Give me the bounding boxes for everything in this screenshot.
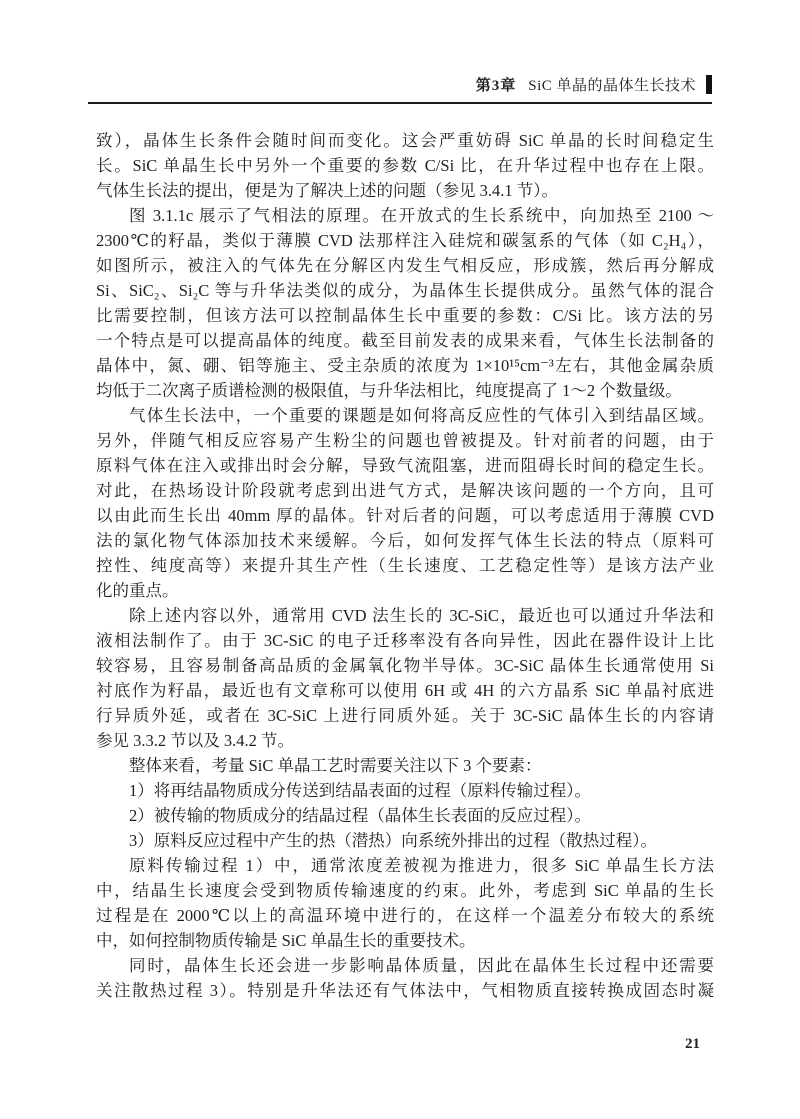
text-line: 行异质外延，或者在 3C-SiC 上进行同质外延。关于 3C-SiC 晶体生长的内容请	[96, 706, 714, 725]
text-line: 衬底作为籽晶，最近也有文章称可以使用 6H 或 4H 的六方晶系 SiC 单晶衬底进	[96, 681, 714, 700]
text-line: 图 3.1.1c 展示了气相法的原理。在开放式的生长系统中，向加热至 2100 ～	[129, 206, 714, 225]
text-line: 2）被传输的物质成分的结晶过程（晶体生长表面的反应过程）。	[129, 806, 591, 825]
text-line: 气体生长法的提出，便是为了解决上述的问题（参见 3.4.1 节）。	[96, 181, 558, 200]
paragraph	[96, 803, 714, 828]
paragraph	[96, 203, 714, 403]
text-line: 同时，晶体生长还会进一步影响晶体质量，因此在晶体生长过程中还需要	[129, 956, 714, 975]
text-line: 1）将再结晶物质成分传送到结晶表面的过程（原料传输过程）。	[129, 781, 591, 800]
text-line: 比需要控制，但该方法可以控制晶体生长中重要的参数：C/Si 比。该方法的另	[96, 306, 714, 325]
text-line: 化的重点。	[96, 581, 179, 600]
page-number: 21	[685, 1036, 700, 1052]
paragraph	[96, 128, 714, 203]
paragraph	[96, 778, 714, 803]
paragraph	[96, 953, 714, 1003]
paragraph	[96, 828, 714, 853]
text-line: 中，结晶生长速度会受到物质传输速度的约束。此外，考虑到 SiC 单晶的生长	[96, 881, 714, 900]
text-line: 2300℃的籽晶，类似于薄膜 CVD 法那样注入硅烷和碳氢系的气体（如 C₂H₄），	[96, 231, 714, 250]
text-line: 除上述内容以外，通常用 CVD 法生长的 3C-SiC，最近也可以通过升华法和	[129, 606, 714, 625]
text-line: 液相法制作了。由于 3C-SiC 的电子迁移率没有各向异性，因此在器件设计上比	[96, 631, 714, 650]
text-line: 致），晶体生长条件会随时间而变化。这会严重妨碍 SiC 单晶的长时间稳定生	[96, 131, 714, 150]
text-line: 对此，在热场设计阶段就考虑到出进气方式，是解决该问题的一个方向，且可	[96, 481, 714, 500]
text-line: 以由此而生长出 40mm 厚的晶体。针对后者的问题，可以考虑适用于薄膜 CVD	[96, 506, 714, 525]
body-text	[96, 128, 714, 1003]
text-line: 长。SiC 单晶生长中另外一个重要的参数 C/Si 比，在升华过程中也存在上限。	[96, 156, 714, 175]
text-line: Si、SiC₂、Si₂C 等与升华法类似的成分，为晶体生长提供成分。虽然气体的混合	[96, 281, 714, 300]
text-line: 另外，伴随气相反应容易产生粉尘的问题也曾被提及。针对前者的问题，由于	[96, 431, 714, 450]
text-line: 法的氯化物气体添加技术来缓解。今后，如何发挥气体生长法的特点（原料可	[96, 531, 714, 550]
text-line: 关注散热过程 3）。特别是升华法还有气体法中，气相物质直接转换成固态时凝	[96, 981, 714, 1000]
paragraph	[96, 853, 714, 953]
text-line: 整体来看，考量 SiC 单晶工艺时需要关注以下 3 个要素：	[129, 756, 542, 775]
text-line: 较容易，且容易制备高品质的金属氧化物半导体。3C-SiC 晶体生长通常使用 Si	[96, 656, 714, 675]
text-line: 原料传输过程 1）中，通常浓度差被视为推进力，很多 SiC 单晶生长方法	[129, 856, 714, 875]
text-line: 控性、纯度高等）来提升其生产性（生长速度、工艺稳定性等）是该方法产业	[96, 556, 714, 575]
text-line: 中，如何控制物质传输是 SiC 单晶生长的重要技术。	[96, 931, 476, 950]
paragraph	[96, 603, 714, 753]
text-line: 3）原料反应过程中产生的热（潜热）向系统外排出的过程（散热过程）。	[129, 831, 657, 850]
page-header	[88, 74, 712, 104]
text-line: 过程是在 2000℃以上的高温环境中进行的，在这样一个温差分布较大的系统	[96, 906, 714, 925]
text-line: 一个特点是可以提高晶体的纯度。截至目前发表的成果来看，气体生长法制备的	[96, 331, 714, 350]
paragraph	[96, 753, 714, 778]
text-line: 原料气体在注入或排出时会分解，导致气流阻塞，进而阻碍长时间的稳定生长。	[96, 456, 714, 475]
chapter-title: SiC 单晶的晶体生长技术	[528, 78, 696, 94]
chapter-label: 第3章	[475, 78, 517, 94]
paragraph	[96, 403, 714, 603]
text-line: 如图所示，被注入的气体先在分解区内发生气相反应，形成簇，然后再分解成	[96, 256, 714, 275]
text-line: 均低于二次离子质谱检测的极限值，与升华法相比，纯度提高了 1～2 个数量级。	[96, 381, 682, 400]
header-accent-bar-icon	[706, 75, 712, 94]
text-line: 参见 3.3.2 节以及 3.4.2 节。	[96, 731, 294, 750]
text-line: 气体生长法中，一个重要的课题是如何将高反应性的气体引入到结晶区域。	[129, 406, 714, 425]
text-line: 晶体中，氮、硼、铝等施主、受主杂质的浓度为 1×10¹⁵cm⁻³左右，其他金属杂质	[96, 356, 714, 375]
